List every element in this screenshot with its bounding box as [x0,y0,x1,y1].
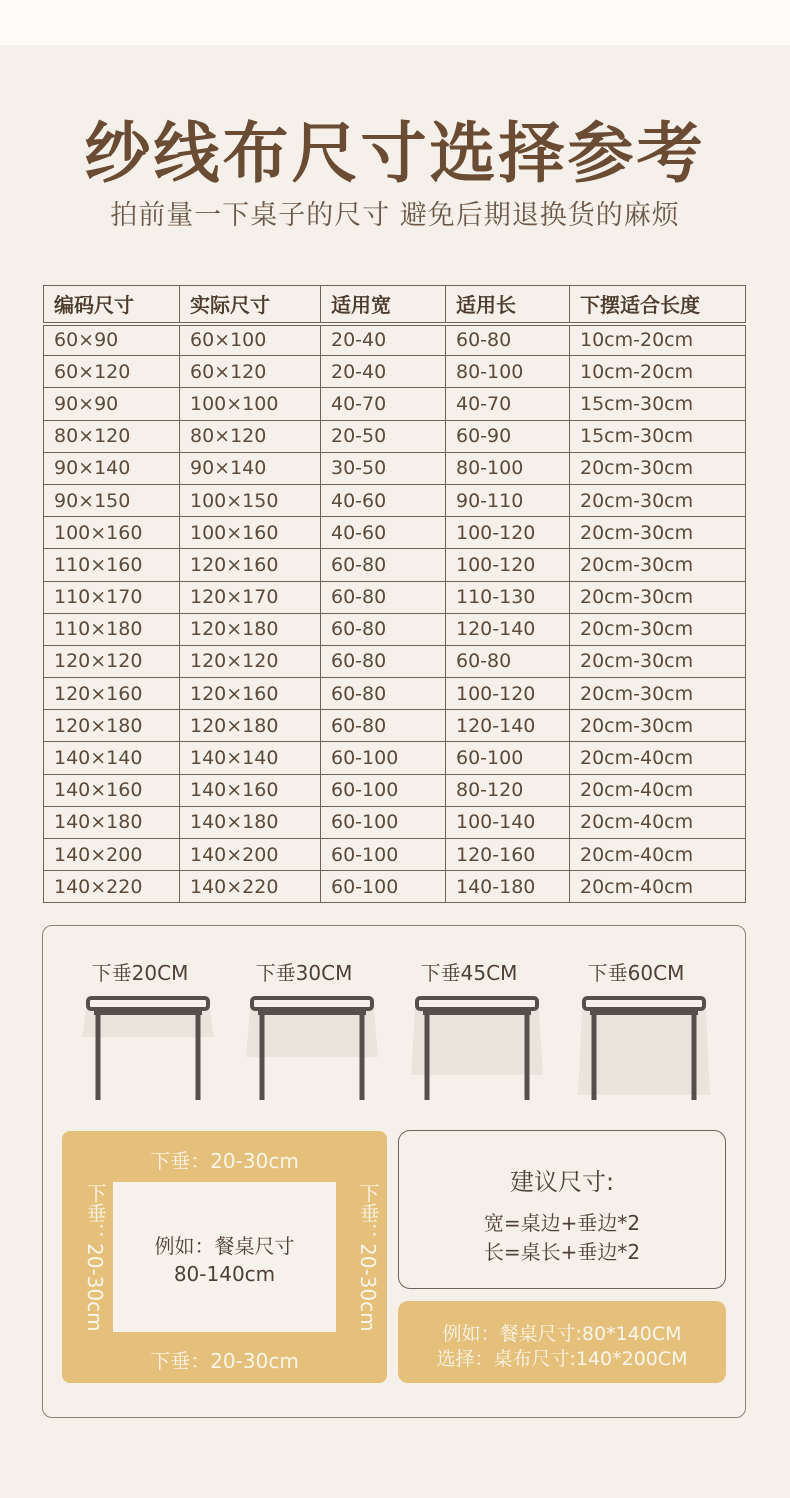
cell-fit-width: 60-80 [321,645,446,677]
cell-actual-size: 120×170 [180,581,321,613]
table-row [44,452,746,484]
diagram-top-drop: 下垂：20-30cm [150,1149,299,1173]
header-fit-length: 适用长 [446,286,570,324]
cell-actual-size: 120×180 [180,710,321,742]
cell-fit-width: 20-40 [321,356,446,388]
suggestion-width-formula: 宽=桌边+垂边*2 [483,1211,641,1235]
drop-label-45: 下垂45CM [420,961,518,985]
cell-fit-width: 30-50 [321,452,446,484]
table-row [44,549,746,581]
cell-drop-length: 10cm-20cm [570,356,746,388]
cell-drop-length: 20cm-30cm [570,645,746,677]
cell-fit-length: 100-120 [446,549,570,581]
cell-drop-length: 20cm-30cm [570,581,746,613]
size-table [43,285,746,903]
cell-code-size: 100×160 [44,517,180,549]
cell-drop-length: 20cm-40cm [570,839,746,871]
cell-actual-size: 100×100 [180,388,321,420]
cell-code-size: 80×120 [44,420,180,452]
diagram-example [113,1232,336,1288]
cell-code-size: 60×90 [44,324,180,356]
cell-drop-length: 20cm-40cm [570,742,746,774]
cell-actual-size: 90×140 [180,452,321,484]
diagram-example-line1: 例如：餐桌尺寸 [154,1234,295,1258]
cell-fit-length: 120-140 [446,710,570,742]
cell-actual-size: 60×120 [180,356,321,388]
cell-fit-length: 100-140 [446,806,570,838]
cell-code-size: 140×220 [44,871,180,903]
cell-actual-size: 120×180 [180,613,321,645]
cell-fit-length: 110-130 [446,581,570,613]
header-drop-length: 下摆适合长度 [570,286,746,324]
table-row [44,356,746,388]
cell-actual-size: 80×120 [180,420,321,452]
table-row [44,871,746,903]
drop-label-20: 下垂20CM [91,961,189,985]
drop-label-60: 下垂60CM [587,961,685,985]
cell-code-size: 140×180 [44,806,180,838]
cell-code-size: 120×160 [44,678,180,710]
cell-actual-size: 140×220 [180,871,321,903]
cell-fit-length: 60-100 [446,742,570,774]
cell-fit-width: 40-70 [321,388,446,420]
cell-fit-width: 60-80 [321,710,446,742]
cell-fit-length: 80-120 [446,774,570,806]
cell-fit-width: 60-80 [321,581,446,613]
cell-drop-length: 20cm-40cm [570,774,746,806]
table-row [44,613,746,645]
table-row [44,710,746,742]
cell-actual-size: 100×160 [180,517,321,549]
cell-fit-length: 100-120 [446,678,570,710]
cell-code-size: 140×160 [44,774,180,806]
cell-drop-length: 20cm-30cm [570,452,746,484]
cell-actual-size: 120×120 [180,645,321,677]
cell-actual-size: 140×160 [180,774,321,806]
cell-fit-width: 60-100 [321,806,446,838]
top-band [0,0,790,45]
table-row [44,517,746,549]
cell-code-size: 120×120 [44,645,180,677]
cell-code-size: 110×180 [44,613,180,645]
diagram-left-drop: 下垂：20-30cm [83,1182,107,1332]
cell-fit-length: 90-110 [446,484,570,516]
table-drop-45-icon [407,995,547,1107]
cell-actual-size: 100×150 [180,484,321,516]
cell-fit-width: 60-80 [321,678,446,710]
cell-fit-length: 60-80 [446,324,570,356]
cell-actual-size: 60×100 [180,324,321,356]
cell-actual-size: 140×140 [180,742,321,774]
header-fit-width: 适用宽 [321,286,446,324]
cell-drop-length: 20cm-30cm [570,549,746,581]
cell-drop-length: 20cm-40cm [570,871,746,903]
cell-drop-length: 10cm-20cm [570,324,746,356]
cell-fit-width: 60-100 [321,871,446,903]
table-body [44,324,746,903]
cell-fit-length: 60-90 [446,420,570,452]
cell-code-size: 140×140 [44,742,180,774]
cell-fit-length: 80-100 [446,452,570,484]
cell-code-size: 110×160 [44,549,180,581]
table-row [44,806,746,838]
drop-label-30: 下垂30CM [255,961,353,985]
cell-fit-width: 60-100 [321,742,446,774]
header-code-size: 编码尺寸 [44,286,180,324]
cell-actual-size: 120×160 [180,549,321,581]
cell-code-size: 120×180 [44,710,180,742]
table-header-row [44,286,746,324]
cell-fit-length: 140-180 [446,871,570,903]
table-row [44,484,746,516]
diagram-bottom-drop: 下垂：20-30cm [150,1349,299,1373]
cell-fit-width: 40-60 [321,517,446,549]
cell-fit-width: 60-100 [321,774,446,806]
example-table-size: 例如：餐桌尺寸:80*140CM [442,1323,682,1345]
cell-fit-width: 40-60 [321,484,446,516]
table-drop-30-icon [242,995,382,1107]
diagram-example-line2: 80-140cm [173,1262,276,1286]
cell-fit-length: 40-70 [446,388,570,420]
cell-actual-size: 120×160 [180,678,321,710]
cell-code-size: 90×140 [44,452,180,484]
header-actual-size: 实际尺寸 [180,286,321,324]
cell-fit-length: 120-140 [446,613,570,645]
cell-actual-size: 140×200 [180,839,321,871]
table-row [44,581,746,613]
example-cloth-size: 选择：桌布尺寸:140*200CM [436,1348,688,1370]
table-row [44,839,746,871]
page-title: 纱线布尺寸选择参考 [84,115,706,192]
table-row [44,678,746,710]
cell-code-size: 60×120 [44,356,180,388]
cell-drop-length: 20cm-30cm [570,678,746,710]
cell-fit-length: 120-160 [446,839,570,871]
cell-code-size: 110×170 [44,581,180,613]
cell-code-size: 90×150 [44,484,180,516]
table-row [44,774,746,806]
suggestion-title: 建议尺寸: [509,1168,615,1196]
cell-fit-width: 60-100 [321,839,446,871]
table-row [44,388,746,420]
table-row [44,324,746,356]
cell-fit-length: 80-100 [446,356,570,388]
page-subtitle: 拍前量一下桌子的尺寸 避免后期退换货的麻烦 [110,200,680,231]
cell-drop-length: 20cm-30cm [570,710,746,742]
cell-fit-length: 60-80 [446,645,570,677]
cell-actual-size: 140×180 [180,806,321,838]
cell-drop-length: 15cm-30cm [570,388,746,420]
table-row [44,420,746,452]
cell-drop-length: 20cm-30cm [570,484,746,516]
cell-drop-length: 20cm-30cm [570,613,746,645]
cell-fit-width: 20-40 [321,324,446,356]
cell-fit-width: 60-80 [321,613,446,645]
cell-drop-length: 15cm-30cm [570,420,746,452]
cell-fit-length: 100-120 [446,517,570,549]
cell-drop-length: 20cm-40cm [570,806,746,838]
table-drop-20-icon [78,995,218,1107]
table-drop-60-icon [574,995,714,1107]
cell-code-size: 140×200 [44,839,180,871]
cell-drop-length: 20cm-30cm [570,517,746,549]
cell-code-size: 90×90 [44,388,180,420]
cell-fit-width: 60-80 [321,549,446,581]
table-row [44,645,746,677]
table-row [44,742,746,774]
diagram-right-drop: 下垂：20-30cm [356,1182,380,1332]
suggestion-length-formula: 长=桌长+垂边*2 [483,1240,641,1264]
cell-fit-width: 20-50 [321,420,446,452]
